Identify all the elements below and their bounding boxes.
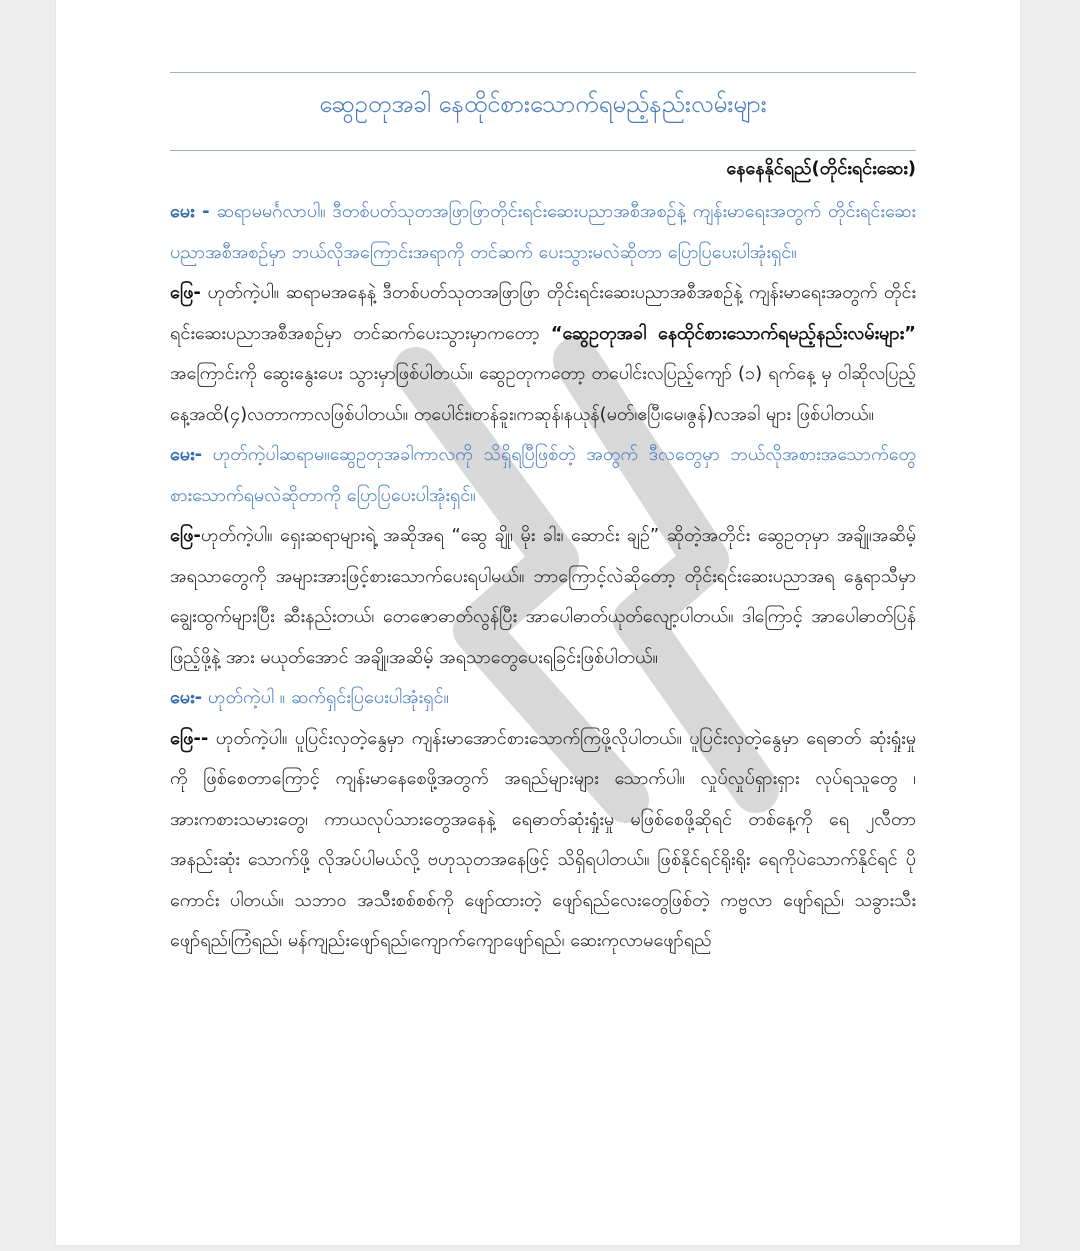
- question-paragraph: [170, 678, 916, 719]
- question-label: မေး-: [170, 687, 203, 708]
- question-paragraph: [170, 435, 916, 516]
- question-text: ဟုတ်ကဲ့ပါဆရာမ။ဆွေဥတုအခါကာလကို သိရှိရပြီဖြစ်တဲ့ အတွက် ဒီလတွေမှာ ဘယ်လိုအစားအသောက်တွေ စားသောက်ရမလဲဆိုတာကို ပြောပြပေးပါအုံးရှင်။: [170, 444, 916, 506]
- question-text: ဆရာမမင်္ဂလာပါ။ ဒီတစ်ပတ်သုတအဖြာဖြာတိုင်းရင်းဆေးပညာအစီအစဉ်နဲ့ ကျန်းမာရေးအတွက် တိုင်းရင်းဆေးပညာအစီအစဉ်မှာ ဘယ်လိုအကြောင်းအရာကို တင်ဆက် ပေးသွားမလဲဆိုတာ ပြောပြပေးပါအုံးရှင်။: [170, 201, 916, 263]
- answer-paragraph: [170, 516, 916, 678]
- question-label: မေး-: [170, 444, 203, 465]
- answer-text: ဟုတ်ကဲ့ပါ။ ပူပြင်းလှတဲ့နွေမှာ ကျန်းမာအောင်စားသောက်ကြဖို့လိုပါတယ်။ ပူပြင်းလှတဲ့နွေမှာ ရေဓာတ် ဆုံးရှုံးမှုကို ဖြစ်စေတာကြောင့် ကျန်းမာနေစေဖို့အတွက် အရည်များများ သောက်ပါ။ လှုပ်လှုပ်ရှားရှား လုပ်ရသူတွေ ၊ အားကစားသမားတွေ၊ ကာယလုပ်သားတွေအနေနဲ့ ရေဓာတ်ဆုံးရှုံးမှု မဖြစ်စေဖို့ဆိုရင် တစ်နေ့ကို ရေ ၂လီတာ အနည်းဆုံး သောက်ဖို့ လိုအပ်ပါမယ်လို့ ဗဟုသုတအနေဖြင့် သိရှိရပါတယ်။ ဖြစ်နိုင်ရင်ရိုးရိုး ရေကိုပဲသောက်နိုင်ရင် ပိုကောင်း ပါတယ်။ သဘာဝ အသီးစစ်စစ်ကို ဖျော်ထားတဲ့ ဖျော်ရည်လေးတွေဖြစ်တဲ့ ကဗ္ဗလာ ဖျော်ရည်၊ သခွားသီးဖျော်ရည်၊ကြံရည်၊ မန်ကျည်းဖျော်ရည်၊ကျောက်ကျောဖျော်ရည်၊ ဆေးကုလာမဖျော်ရည်: [170, 727, 916, 951]
- question-text: ဟုတ်ကဲ့ပါ ။ ဆက်ရှင်းပြပေးပါအုံးရှင်။: [202, 687, 449, 708]
- answer-paragraph: [170, 719, 916, 962]
- answer-text-continued: အကြောင်းကို ဆွေးနွေးပေး သွားမှာဖြစ်ပါတယ်။ ဆွေဥတုကတော့ တပေါင်းလပြည့်ကျော် (၁) ရက်နေ့ မှ ဝါဆိုလပြည့် နေ့အထိ(၄)လတာကာလဖြစ်ပါတယ်။ တပေါင်း၊တန်ခူး၊ကဆုန်၊နယုန်(မတ်၊ဧပြီ၊မေ၊ဇွန်)လအခါ များ ဖြစ်ပါတယ်။: [170, 363, 916, 425]
- title-rule: [170, 150, 916, 151]
- answer-label: ဖြေ--: [170, 727, 209, 749]
- document-title: ဆွေဥတုအခါ နေထိုင်စားသောက်ရမည့်နည်းလမ်းများ: [319, 90, 767, 118]
- author-line: နေနေနိုင်ရည်(တိုင်းရင်းဆေး): [726, 158, 916, 179]
- question-paragraph: [170, 192, 916, 273]
- answer-text: ဟုတ်ကဲ့ပါ။ ရှေးဆရာများရဲ့ အဆိုအရ “ဆွေ ချို၊ မိုး ခါး၊ ဆောင်း ချဉ်” ဆိုတဲ့အတိုင်း ဆွေဥတုမှာ အချို၊အဆိမ့် အရသာတွေကို အများအားဖြင့်စားသောက်ပေးရပါမယ်။ ဘာကြောင့်လဲဆိုတော့ တိုင်းရင်းဆေးပညာအရ နွေရာသီမှာ ချွေးထွက်များပြီး ဆီးနည်းတယ်၊ တေဇောဓာတ်လွန်ပြီး အာပေါဓာတ်ယုတ်လျော့ပါတယ်။ ဒါကြောင့် အာပေါဓာတ်ပြန်ဖြည့်ဖို့နဲ့ အား မယုတ်အောင် အချို၊အဆိမ့် အရသာတွေပေးရခြင်းဖြစ်ပါတယ်။: [170, 525, 916, 668]
- header-rule: [170, 72, 916, 73]
- answer-text: ဟုတ်ကဲ့ပါ။ ဆရာမအနေနဲ့ ဒီတစ်ပတ်သုတအဖြာဖြာ တိုင်းရင်းဆေးပညာအစီအစဉ်နဲ့ ကျန်းမာရေးအတွက် တိုင်းရင်းဆေးပညာအစီအစဉ်မှာ တင်ဆက်ပေးသွားမှာကတော့: [170, 282, 916, 344]
- question-label: မေး -: [170, 201, 210, 222]
- answer-paragraph: [170, 273, 916, 435]
- document-body: [170, 192, 916, 962]
- answer-label: ဖြေ-: [170, 525, 201, 546]
- answer-label: ဖြေ-: [170, 282, 201, 303]
- document-page: [56, 0, 1020, 1245]
- topic-title-bold: “ဆွေဥတုအခါ နေထိုင်စားသောက်ရမည့်နည်းလမ်းများ”: [550, 322, 916, 344]
